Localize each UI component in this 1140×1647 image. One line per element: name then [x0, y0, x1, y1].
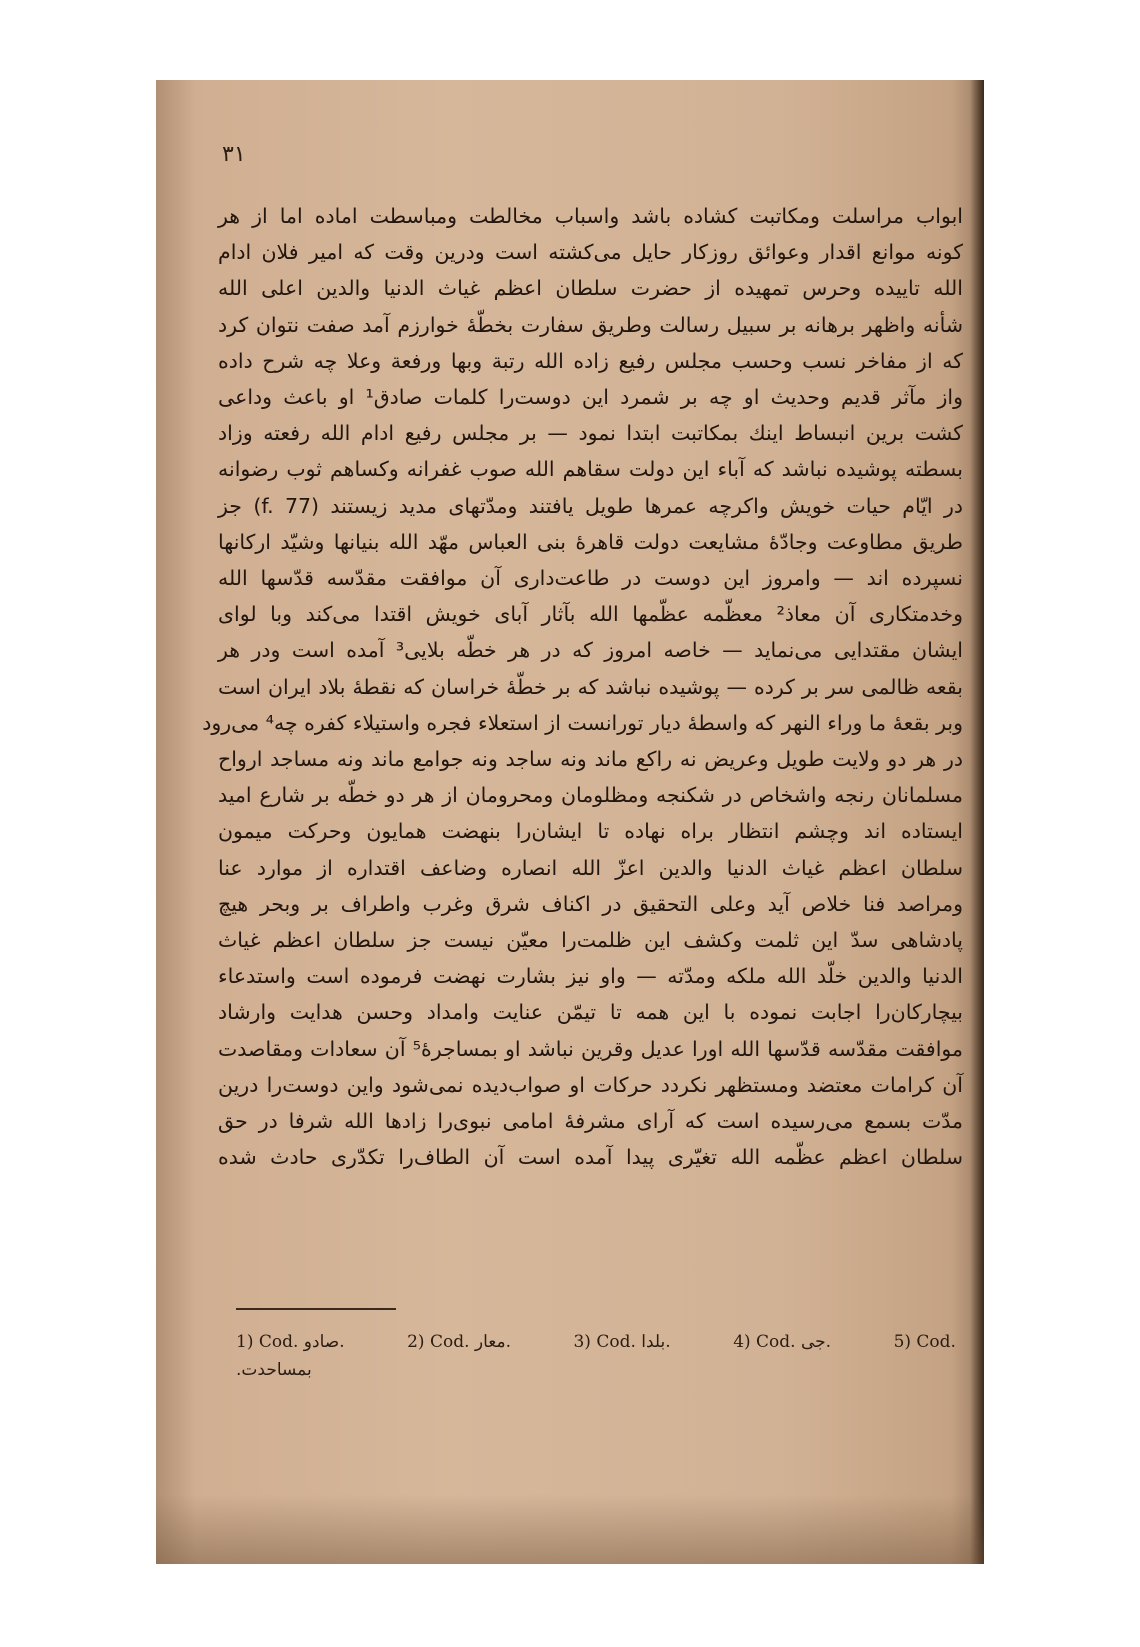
text-line: موافقت مقدّسه قدّسها الله اورا عدیل وقرین نباشد او بمساجرهٔ⁵ آن سعادات ومقاصدت: [218, 1036, 963, 1061]
body-text: [202, 198, 963, 1175]
page-bottom-shadow: [156, 1494, 984, 1564]
text-line: بیچارکان‌را اجابت نموده با این همه تا تیمّن عنایت وامداد وحسن هدایت وارشاد: [218, 1000, 963, 1025]
page-number: ۳۱: [222, 142, 246, 167]
binding-gutter-shadow: [970, 80, 984, 1564]
text-line: که از مفاخر نسب وحسب مجلس رفیع زاده الله رتبة وبها ورفعة وعلا چه شرح داده: [218, 348, 963, 373]
text-line: مسلمانان رنجه واشخاص در شکنجه ومظلومان ومحرومان از هر دو خطّه بر شارع امید: [218, 783, 963, 808]
footnote-1: 1) Cod. صادو.: [236, 1332, 345, 1352]
text-line: ابواب مراسلت ومکاتبت کشاده باشد واسباب مخالطت ومباسطت اماده اما از هر: [218, 204, 963, 228]
text-line: ایشان مقتدایی می‌نماید — خاصه امروز که در هر خطّه بلایی³ آمده است ودر هر: [218, 638, 963, 663]
text-line: سلطان اعظم غیاث الدنیا والدین اعزّ الله انصاره وضاعف اقتداره از موارد عنا: [218, 855, 963, 880]
text-line: واز مآثر قدیم وحدیث او چه بر شمرد این دوست‌را کلمات صادق¹ او باعث وداعی: [218, 385, 963, 410]
text-line: در ایّام حیات خویش واکرچه عمرها طویل یافتند ومدّتهای مدید زیستند (f. 77) جز: [218, 493, 963, 518]
text-line: ومراصد فنا خلاص آید وعلی التحقیق در اکناف شرق وغرب واطراف بر وبحر هیچ: [218, 891, 963, 916]
footnote-4: 4) Cod. جی.: [733, 1332, 832, 1352]
footnote-5-continuation: بمساحدت.: [236, 1360, 312, 1380]
text-line: در هر دو ولایت طویل وعریض نه راکع ماند ونه ساجد ونه جوامع ماند ونه مساجد ارواح: [218, 747, 963, 772]
footnote-2: 2) Cod. معار.: [407, 1332, 511, 1352]
text-line: پادشاهی سدّ این ثلمت وکشف این ظلمت‌را معیّن نیست جز سلطان اعظم غیاث: [218, 928, 963, 953]
text-line: وبر بقعهٔ ما وراء النهر که واسطهٔ دیار تورانست از استعلاء فجره واستیلاء کفره چه⁴ می‌رود: [202, 710, 963, 735]
text-line: وخدمتکاری آن معاذ² معظّمه عظّمها الله بآثار آبای خویش اقتدا می‌کند وبا لوای: [218, 602, 963, 627]
text-line: آن کرامات معتضد ومستظهر نکردد حرکات او صواب‌دیده نمی‌شود واین دوست‌را درین: [218, 1072, 963, 1097]
footnote-3: 3) Cod. بلدا.: [573, 1332, 671, 1352]
footnote-5: 5) Cod.: [893, 1332, 956, 1352]
text-line: طریق مطاوعت وجادّهٔ مشایعت دولت قاهرهٔ بنی العباس مهّد الله بنیانها وشیّد ارکانها: [218, 529, 963, 554]
text-line: کشت برین انبساط اینك بمکاتبت ابتدا نمود — بر مجلس رفیع ادام الله رفعته وزاد: [218, 421, 963, 446]
text-line: الله تاییده وحرس تمهیده از حضرت سلطان اعظم غیاث الدنیا والدین اعلی الله: [218, 276, 963, 301]
text-line: الدنیا والدین خلّد الله ملکه ومدّته — واو نیز بشارت نهضت فرموده است واستدعاء: [218, 964, 963, 989]
text-line: مدّت بسمع می‌رسیده است که آرای مشرفهٔ امامی نبوی‌را زادها الله شرفا در حق: [218, 1109, 963, 1134]
text-line: سلطان اعظم عظّمه الله تغیّری پیدا آمده است آن الطاف‌را تکدّری حادث شده: [218, 1145, 963, 1170]
text-line: بقعه ظالمی سر بر کرده — پوشیده نباشد که بر خطّهٔ خراسان که نقطهٔ بلاد ایران است: [218, 674, 963, 699]
text-line: نسپرده اند — وامروز این دوست در طاعت‌داری آن موافقت مقدّسه قدّسها الله: [218, 566, 963, 591]
footnote-divider: [236, 1308, 396, 1310]
footnote-row: [236, 1328, 956, 1356]
footnotes: [236, 1328, 956, 1384]
text-line: ایستاده اند وچشم انتظار براه نهاده تا ایشان‌را بنهضت همایون وحرکت میمون: [218, 819, 963, 844]
scanned-page: [156, 80, 984, 1564]
text-line: بسطته پوشیده نباشد که آباء این دولت سقاهم الله صوب غفرانه وکساهم ثوب رضوانه: [218, 457, 963, 482]
text-line: شأنه واظهر برهانه بر سبیل رسالت وطریق سفارت بخطّهٔ خوارزم آمد صفت نتوان کرد: [218, 312, 963, 337]
text-line: کونه موانع اقدار وعوائق روزکار حایل می‌کشته است ودرین وقت که امیر فلان ادام: [218, 240, 963, 265]
